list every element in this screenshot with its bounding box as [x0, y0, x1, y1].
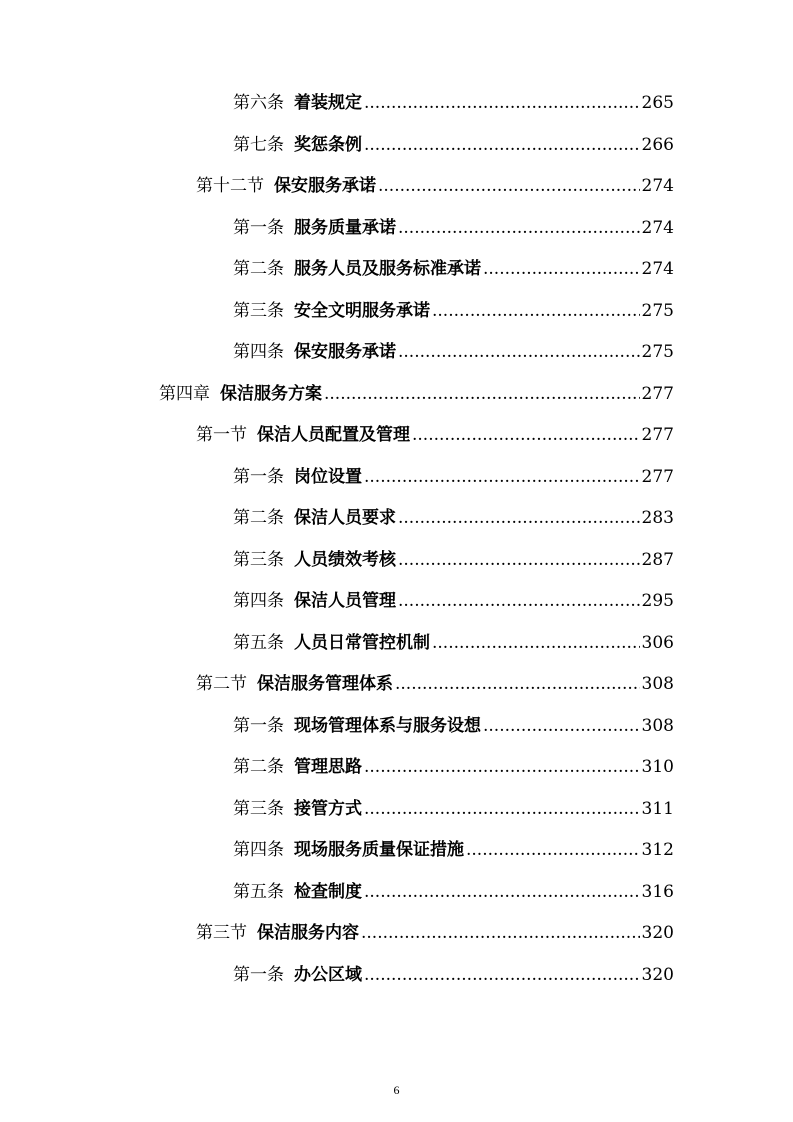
toc-entry-number: 第四条 [233, 591, 284, 611]
toc-entry-number: 第七条 [233, 134, 284, 155]
toc-entry[interactable] [233, 879, 674, 905]
toc-entry-number: 第二节 [196, 674, 247, 694]
toc-entry-page: 311 [641, 798, 674, 819]
toc-entry[interactable] [196, 422, 674, 448]
toc-leader-dots [324, 381, 640, 407]
toc-entry-number: 第一条 [233, 715, 284, 736]
toc-entry-page: 287 [641, 549, 674, 570]
toc-entry-title: 检查制度 [294, 881, 362, 902]
toc-entry[interactable] [159, 381, 674, 407]
toc-entry[interactable] [233, 630, 674, 656]
toc-leader-dots [398, 547, 640, 573]
toc-entry-title: 人员日常管控机制 [294, 632, 430, 653]
toc-entry-title: 奖惩条例 [294, 134, 362, 155]
toc-entry-page: 306 [641, 632, 674, 653]
toc-leader-dots [364, 464, 640, 490]
toc-entry[interactable] [233, 215, 674, 241]
toc-leader-dots [361, 920, 640, 946]
toc-leader-dots [364, 90, 640, 116]
toc-leader-dots [395, 671, 640, 697]
toc-entry-title: 着装规定 [294, 93, 362, 113]
toc-entry[interactable] [233, 837, 674, 863]
toc-entry-page: 275 [641, 342, 674, 362]
toc-entry-number: 第一节 [196, 425, 247, 445]
toc-leader-dots [466, 837, 640, 863]
toc-entry-title: 现场服务质量保证措施 [294, 840, 464, 860]
toc-leader-dots [483, 256, 640, 282]
toc-leader-dots [398, 339, 640, 365]
toc-entry-page: 265 [641, 93, 674, 113]
toc-entry-title: 保洁服务管理体系 [257, 674, 393, 694]
toc-entry-page: 275 [641, 300, 674, 321]
toc-entry-page: 277 [641, 425, 674, 445]
toc-entry-title: 服务人员及服务标准承诺 [294, 259, 481, 279]
toc-entry[interactable] [233, 464, 674, 490]
toc-entry-title: 办公区域 [294, 964, 362, 985]
toc-entry[interactable] [233, 547, 674, 573]
toc-leader-dots [364, 796, 640, 822]
toc-leader-dots [398, 215, 640, 241]
toc-leader-dots [398, 588, 640, 614]
toc-entry-title: 保洁人员配置及管理 [257, 425, 410, 445]
toc-entry[interactable] [233, 339, 674, 365]
toc-entry-number: 第一条 [233, 964, 284, 985]
toc-entry-number: 第五条 [233, 881, 284, 902]
toc-entry-page: 274 [641, 176, 674, 196]
toc-entry[interactable] [233, 505, 674, 531]
toc-entry-page: 295 [641, 591, 674, 611]
toc-entry[interactable] [233, 962, 674, 988]
toc-entry[interactable] [233, 90, 674, 116]
toc-entry-page: 283 [641, 508, 674, 528]
toc-entry-number: 第六条 [233, 93, 284, 113]
toc-entry-page: 308 [641, 674, 674, 694]
toc-leader-dots [364, 879, 640, 905]
toc-entry-title: 接管方式 [294, 798, 362, 819]
toc-entry-title: 保洁服务方案 [220, 383, 322, 404]
toc-entry-page: 320 [641, 964, 674, 985]
toc-entry[interactable] [196, 671, 674, 697]
toc-entry-page: 308 [641, 715, 674, 736]
toc-entry[interactable] [233, 256, 674, 282]
toc-entry-page: 310 [641, 757, 674, 777]
toc-entry[interactable] [196, 920, 674, 946]
toc-entry[interactable] [233, 588, 674, 614]
toc-entry-number: 第五条 [233, 632, 284, 653]
toc-entry-number: 第一条 [233, 466, 284, 487]
toc-entry-page: 312 [641, 840, 674, 860]
toc-leader-dots [483, 713, 640, 739]
toc-entry-page: 274 [641, 217, 674, 238]
toc-entry[interactable] [196, 173, 674, 199]
toc-entry-title: 保安服务承诺 [294, 342, 396, 362]
toc-entry-page: 266 [641, 134, 674, 155]
toc-entry-number: 第四条 [233, 342, 284, 362]
toc-entry[interactable] [233, 796, 674, 822]
toc-entry-title: 安全文明服务承诺 [294, 300, 430, 321]
toc-entry-page: 277 [641, 466, 674, 487]
toc-entry-title: 岗位设置 [294, 466, 362, 487]
toc-entry[interactable] [233, 298, 674, 324]
toc-entry-number: 第四条 [233, 840, 284, 860]
toc-entry-page: 277 [641, 383, 674, 404]
toc-entry-number: 第三条 [233, 549, 284, 570]
toc-entry[interactable] [233, 713, 674, 739]
toc-entry-title: 现场管理体系与服务设想 [294, 715, 481, 736]
toc-entry[interactable] [233, 754, 674, 780]
toc-entry-title: 服务质量承诺 [294, 217, 396, 238]
toc-leader-dots [412, 422, 640, 448]
toc-leader-dots [432, 298, 640, 324]
toc-entry-number: 第二条 [233, 508, 284, 528]
toc-entry-page: 274 [641, 259, 674, 279]
toc-entry-number: 第一条 [233, 217, 284, 238]
toc-entry-number: 第十二节 [196, 176, 264, 196]
toc-leader-dots [432, 630, 640, 656]
toc-entry-number: 第三条 [233, 798, 284, 819]
toc-entry-title: 保洁人员要求 [294, 508, 396, 528]
toc-entry-title: 保安服务承诺 [274, 176, 376, 196]
toc-leader-dots [364, 754, 640, 780]
toc-entry-number: 第三条 [233, 300, 284, 321]
toc-leader-dots [378, 173, 640, 199]
toc-entry-number: 第二条 [233, 259, 284, 279]
toc-entry-title: 保洁人员管理 [294, 591, 396, 611]
toc-entry-number: 第二条 [233, 757, 284, 777]
toc-leader-dots [398, 505, 640, 531]
toc-entry-page: 320 [641, 923, 674, 943]
toc-entry-number: 第四章 [159, 383, 210, 404]
toc-entry-number: 第三节 [196, 923, 247, 943]
page-number: 6 [393, 1083, 400, 1097]
toc-entry-title: 管理思路 [294, 757, 362, 777]
toc-entry-page: 316 [641, 881, 674, 902]
toc-entry-title: 保洁服务内容 [257, 923, 359, 943]
toc-leader-dots [364, 962, 640, 988]
toc-entry[interactable] [233, 132, 674, 158]
toc-leader-dots [364, 132, 640, 158]
toc-entry-title: 人员绩效考核 [294, 549, 396, 570]
